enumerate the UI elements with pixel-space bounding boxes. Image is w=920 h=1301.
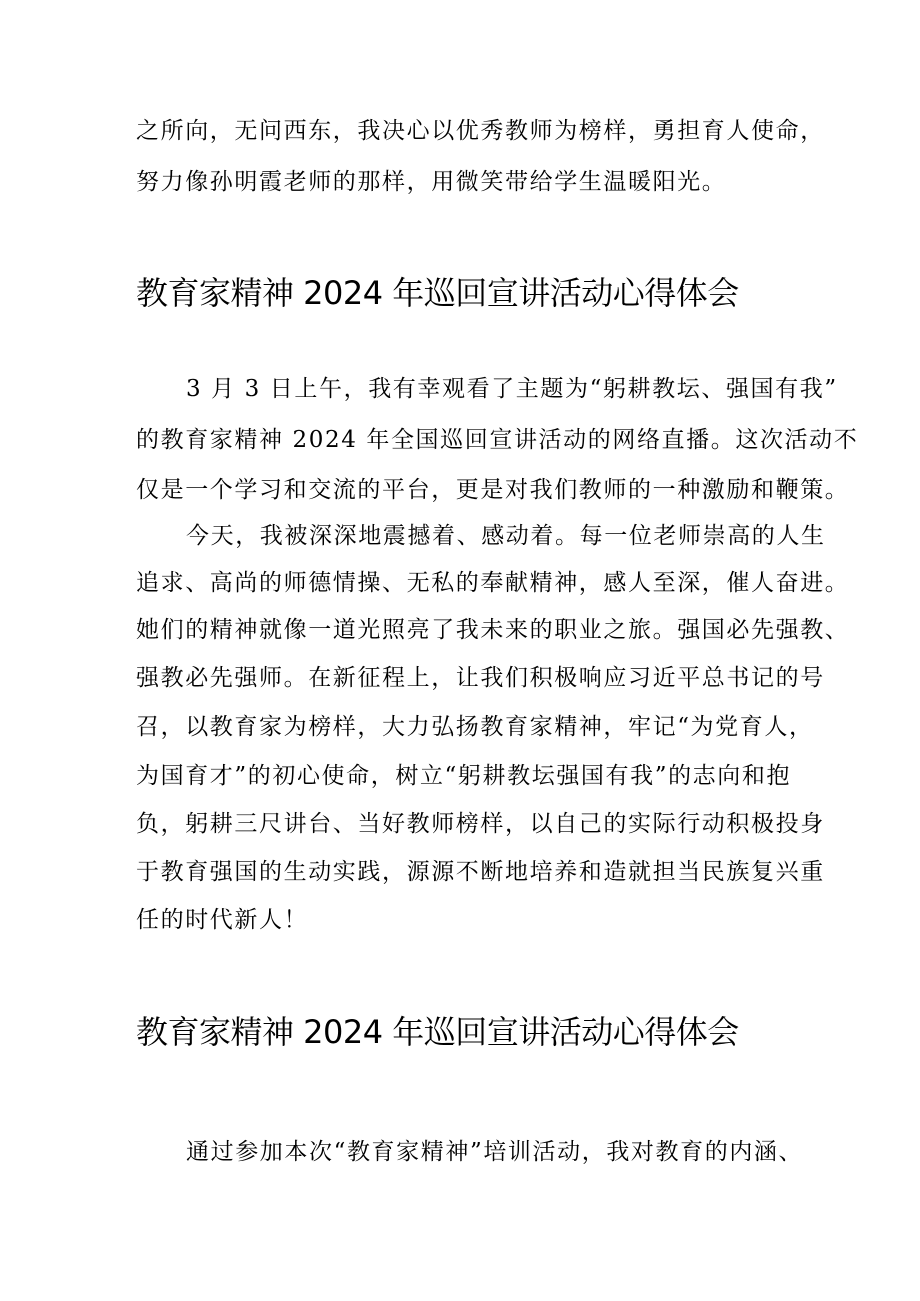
section-2-line-1: 通过参加本次“教育家精神”培训活动，我对教育的内涵、 [186,1139,804,1165]
section-1-line-3: 仅是一个学习和交流的平台，更是对我们教师的一种激励和鞭策。 [136,477,850,503]
section-1-line-1: 3 月 3 日上午，我有幸观看了主题为“躬耕教坛、强国有我” [186,376,838,402]
section-1-line-8: 召，以教育家为榜样，大力弘扬教育家精神，牢记“为党育人， [136,714,814,740]
section-1-line-10: 负，躬耕三尺讲台、当好教师榜样，以自己的实际行动积极投身 [136,811,825,837]
intro-line-1: 之所向，无问西东，我决心以优秀教师为榜样，勇担育人使命， [136,118,825,144]
section-1-line-12: 任的时代新人！ [136,907,309,933]
section-1-line-4: 今天，我被深深地震撼着、感动着。每一位老师崇高的人生 [186,523,826,549]
section-1-title: 教育家精神 2024 年巡回宣讲活动心得体会 [136,274,739,312]
section-2-title: 教育家精神 2024 年巡回宣讲活动心得体会 [136,1013,739,1051]
section-1-line-6: 她们的精神就像一道光照亮了我未来的职业之旅。强国必先强教、 [136,617,850,643]
section-1-line-9: 为国育才”的初心使命，树立“躬耕教坛强国有我”的志向和抱 [136,763,792,789]
section-1-line-5: 追求、高尚的师德情操、无私的奉献精神，感人至深，催人奋进。 [136,570,850,596]
intro-line-2: 努力像孙明霞老师的那样，用微笑带给学生温暖阳光。 [136,169,727,195]
section-1-line-2: 的教育家精神 2024 年全国巡回宣讲活动的网络直播。这次活动不 [136,427,859,453]
section-1-line-7: 强教必先强师。在新征程上，让我们积极响应习近平总书记的号 [136,665,825,691]
section-1-line-11: 于教育强国的生动实践，源源不断地培养和造就担当民族复兴重 [136,859,825,885]
